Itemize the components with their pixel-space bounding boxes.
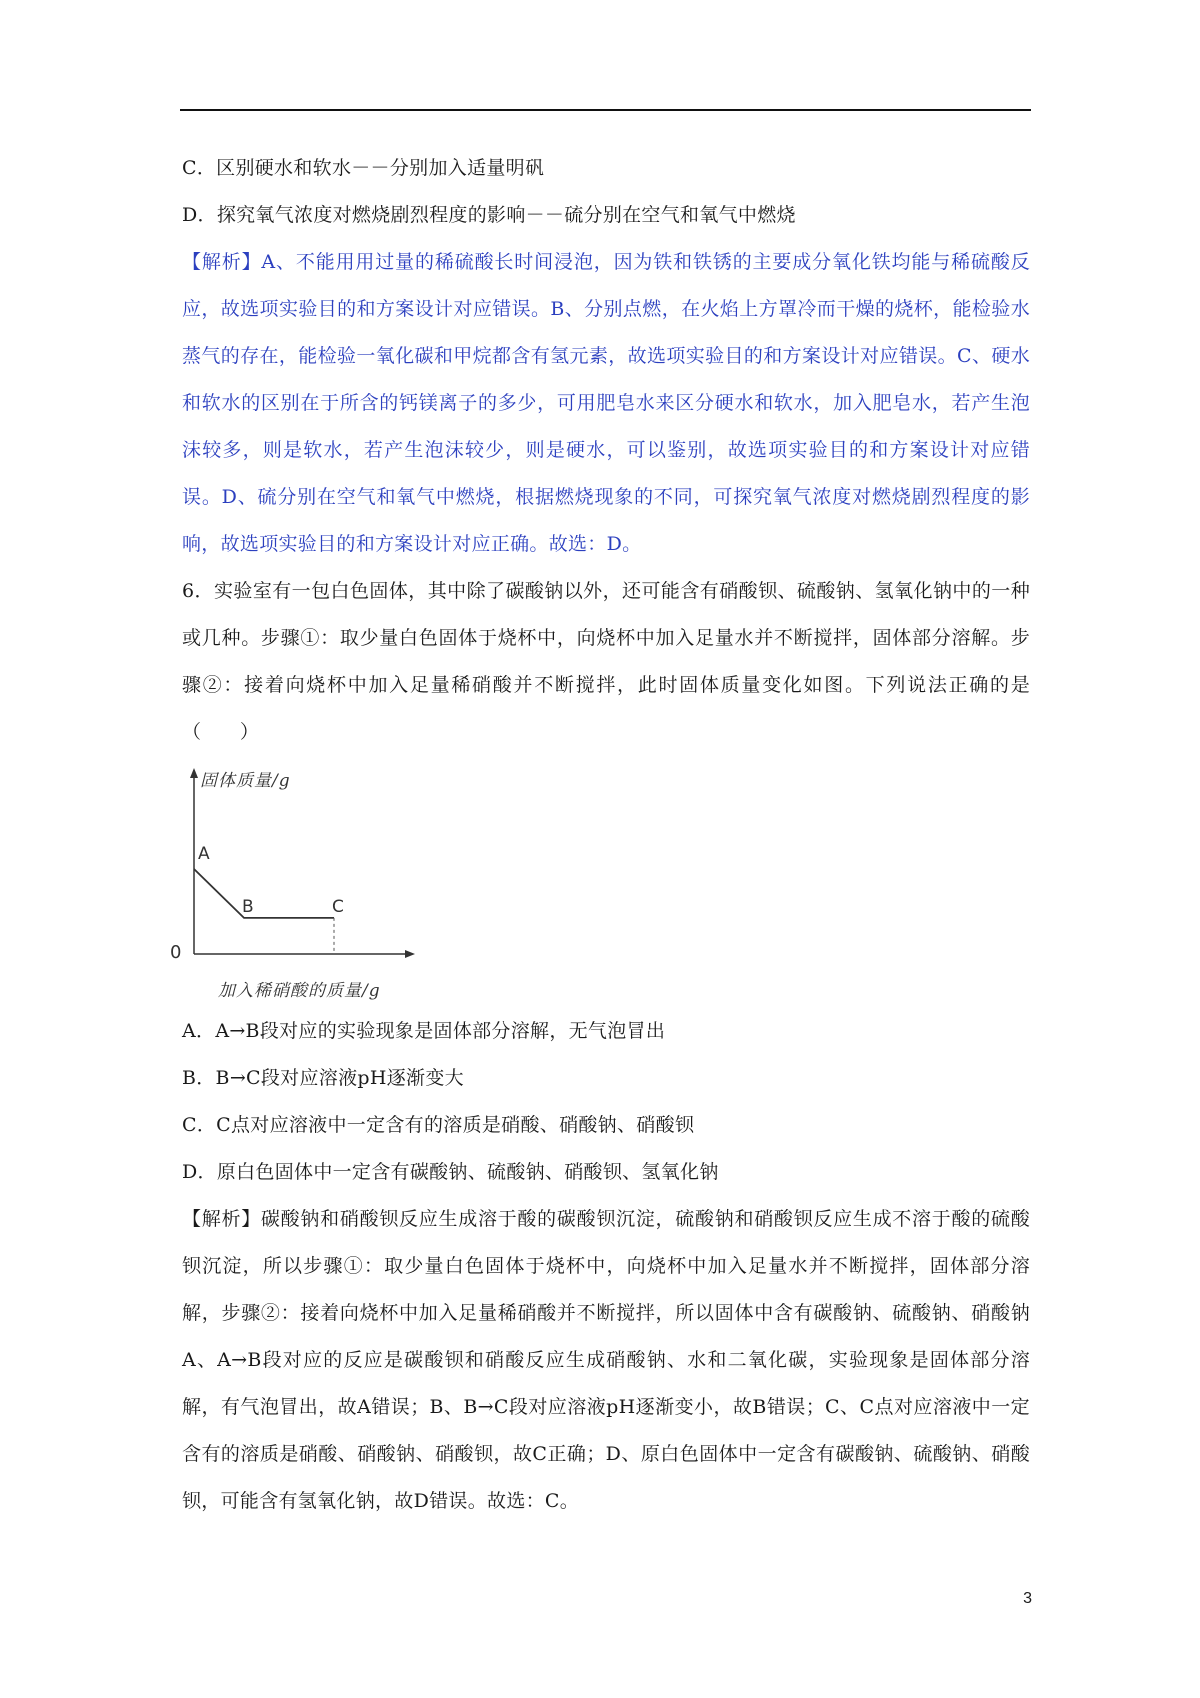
option-6b: B．B→C段对应溶液pH逐渐变大 <box>182 1067 464 1089</box>
point-label-c: C <box>332 896 344 917</box>
point-label-a: A <box>198 844 210 864</box>
option-6c: C．C点对应溶液中一定含有的溶质是硝酸、硝酸钠、硝酸钡 <box>182 1114 695 1136</box>
y-axis-label: 固体质量/g <box>200 771 291 791</box>
option-d-prev: D．探究氧气浓度对燃烧剧烈程度的影响－－硫分别在空气和氧气中燃烧 <box>182 204 796 226</box>
page-content <box>170 145 1030 1525</box>
option-c-prev: C．区别硬水和软水－－分别加入适量明矾 <box>182 157 545 179</box>
analysis-q5: 【解析】A、不能用用过量的稀硫酸长时间浸泡，因为铁和铁锈的主要成分氧化铁均能与稀硫酸反应，故选项实验目的和方案设计对应错误。B、分别点燃，在火焰上方罩冷而干燥的烧杯，能检验水蒸气的存在，能检验一氧化碳和甲烷都含有氢元素，故选项实验目的和方案设计对应错误。C、硬水和软水的区别在于所含的钙镁离子的多少，可用肥皂水来区分硬水和软水，加入肥皂水，若产生泡沫较多，则是软水，若产生泡沫较少，则是硬水，可以鉴别，故选项实验目的和方案设计对应错误。D、硫分别在空气和氧气中燃烧，根据燃烧现象的不同，可探究氧气浓度对燃烧剧烈程度的影响，故选项实验目的和方案设计对应正确。故选：D。 <box>182 251 1030 555</box>
analysis-q6: 【解析】碳酸钠和硝酸钡反应生成溶于酸的碳酸钡沉淀，硫酸钠和硝酸钡反应生成不溶于酸的硫酸钡沉淀，所以步骤①：取少量白色固体于烧杯中，向烧杯中加入足量水并不断搅拌，固体部分溶解，步骤②：接着向烧杯中加入足量稀硝酸并不断搅拌，所以固体中含有碳酸钠、硫酸钠、硝酸钠A、A→B段对应的反应是碳酸钡和硝酸反应生成硝酸钠、水和二氧化碳，实验现象是固体部分溶解，有气泡冒出，故A错误；B、B→C段对应溶液pH逐渐变小，故B错误；C、C点对应溶液中一定含有的溶质是硝酸、硝酸钠、硝酸钡，故C正确；D、原白色固体中一定含有碳酸钠、硫酸钠、硝酸钡，可能含有氢氧化钠，故D错误。故选：C。 <box>182 1208 1030 1512</box>
mass-series-line <box>194 869 334 918</box>
page-number: 3 <box>1023 1590 1032 1607</box>
point-label-b: B <box>242 896 254 917</box>
header-rule <box>180 109 1031 111</box>
origin-label: 0 <box>170 942 182 963</box>
option-6a: A．A→B段对应的实验现象是固体部分溶解，无气泡冒出 <box>182 1020 666 1042</box>
mass-chart <box>170 764 442 1004</box>
question-6: 6．实验室有一包白色固体，其中除了碳酸钠以外，还可能含有硝酸钡、硫酸钠、氢氧化钠中的一种或几种。步骤①：取少量白色固体于烧杯中，向烧杯中加入足量水并不断搅拌，固体部分溶解。步骤②：接着向烧杯中加入足量稀硝酸并不断搅拌，此时固体质量变化如图。下列说法正确的是（ ） <box>182 580 1030 743</box>
option-6d: D．原白色固体中一定含有碳酸钠、硫酸钠、硝酸钡、氢氧化钠 <box>182 1161 719 1183</box>
y-axis-arrow <box>190 768 198 778</box>
x-axis-label: 加入稀硝酸的质量/g <box>218 981 381 1001</box>
x-axis-arrow <box>405 950 415 958</box>
chart-canvas <box>182 764 442 1004</box>
